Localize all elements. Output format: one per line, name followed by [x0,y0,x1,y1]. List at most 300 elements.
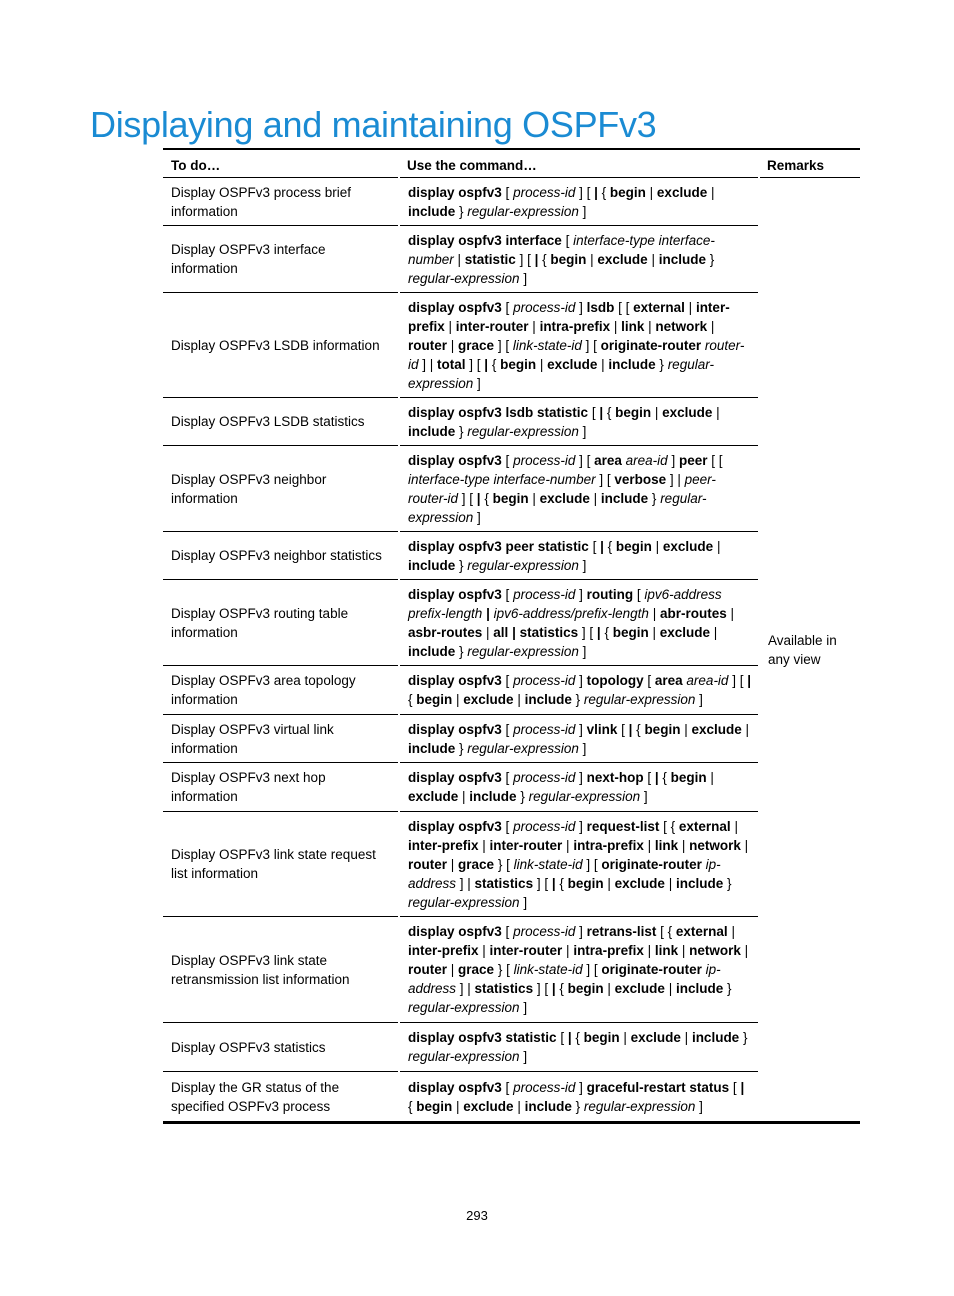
command-syntax: | [528,490,540,506]
command-keyword: display ospfv3 [408,299,502,315]
command-syntax: ] [ [575,452,595,468]
command-syntax: [ [501,673,514,688]
command-keyword: originate-router [601,856,702,872]
command-syntax: [ [501,721,514,737]
command-keyword: abr-routes [659,605,727,621]
command-cell [399,917,759,1023]
command-argument: process-id [513,586,576,602]
command-syntax: | [528,318,540,334]
command-keyword: area [654,673,683,688]
command-argument: link-state-id [513,962,583,977]
command-keyword: | [484,356,489,372]
command-syntax: | [648,605,660,621]
command-argument: regular-expression [467,203,579,219]
command-syntax: ] [473,509,481,525]
command-keyword: include [608,356,656,372]
command-keyword: | [594,184,598,200]
command-argument: process-id [513,770,576,785]
command-syntax: [ [643,770,655,785]
command-syntax: | [513,692,525,707]
command-keyword: begin [567,875,604,891]
command-syntax: } [723,875,732,891]
command-syntax: | [680,721,692,737]
header-remarks: Remarks [759,149,860,178]
todo-cell: Display the GR status of the specified OSPFv3 process [163,1072,399,1123]
command-keyword: exclude [463,1098,514,1114]
command-syntax: ] [575,673,587,688]
command-syntax: [ [588,404,600,420]
command-keyword: router [408,962,448,977]
command-keyword: inter-router [489,943,563,958]
command-keyword: statistics [519,624,579,640]
command-argument: process-id [513,721,576,737]
command-keyword: grace [458,337,495,353]
command-syntax: | [447,962,459,977]
command-keyword: total [437,356,466,372]
command-argument: ip-address [408,856,721,891]
command-keyword: display ospfv3 [408,1079,502,1095]
command-keyword: display ospfv3 peer statistic [408,538,589,554]
command-keyword: external [678,818,731,834]
command-keyword: graceful-restart status [586,1079,730,1095]
command-syntax: [ [643,673,655,688]
command-keyword: include [469,789,517,804]
command-syntax: ] | [456,981,475,996]
command-syntax: } [455,423,468,439]
command-syntax: [ [ [614,299,634,315]
command-syntax: [ [617,721,629,737]
command-argument: process-id [513,673,576,688]
command-syntax: ] [575,1079,587,1095]
command-keyword: include [408,557,456,573]
command-keyword: display ospfv3 [408,586,502,602]
command-keyword: include [675,981,724,996]
todo-cell: Display OSPFv3 LSDB statistics [163,398,399,446]
command-syntax: | [740,943,749,958]
command-syntax: [ [ [707,452,723,468]
command-syntax: ] [575,924,587,939]
command-cell [399,1072,759,1123]
command-keyword: | [600,538,604,554]
command-syntax: ] [ [581,337,601,353]
command-keyword: link [654,943,679,958]
remarks-cell: Available in any view [759,178,860,1123]
command-syntax: | [651,404,663,420]
todo-cell: Display OSPFv3 area topology information [163,666,399,715]
command-argument: process-id [513,818,576,834]
command-keyword: routing [586,586,634,602]
command-syntax: | [741,721,749,737]
command-syntax: } [723,981,732,996]
command-syntax: } [648,490,661,506]
command-keyword: | [654,770,659,785]
command-argument: regular-expression [408,1049,520,1064]
command-syntax: ] [575,586,587,602]
command-argument: process-id [513,924,576,939]
command-keyword: display ospfv3 statistic [408,1030,557,1045]
command-keyword: next-hop [586,770,644,785]
command-keyword: peer [678,452,708,468]
command-syntax: | [651,538,663,554]
command-cell [399,446,759,532]
command-syntax: ] [ [582,856,602,872]
command-syntax: } [571,692,584,707]
command-argument: router-id [408,337,745,372]
command-keyword: | [551,981,556,996]
command-syntax: ] [575,818,587,834]
command-syntax: | [597,356,609,372]
todo-cell: Display OSPFv3 virtual link information [163,715,399,763]
command-keyword: include [408,203,456,219]
command-syntax: | [478,837,490,853]
command-syntax: | [730,818,738,834]
command-keyword: | [747,673,751,688]
command-syntax: ] [575,770,587,785]
command-syntax: | [664,981,676,996]
command-syntax: | [610,318,622,334]
command-keyword: lsdb [586,299,615,315]
table-row [163,580,860,666]
command-syntax: { [555,981,568,996]
command-syntax: [ [556,1030,568,1045]
command-cell [399,532,759,580]
command-cell [399,580,759,666]
todo-cell: Display OSPFv3 link state request list information [163,812,399,917]
command-cell [399,715,759,763]
command-cell [399,666,759,715]
command-keyword: external [675,924,728,939]
command-syntax: { [658,770,671,785]
command-keyword: display ospfv3 [408,184,502,200]
command-syntax: [ [729,1079,741,1095]
command-keyword: statistic [464,251,516,267]
command-argument: process-id [513,452,576,468]
command-syntax: } [705,251,715,267]
command-table [163,148,860,1124]
command-keyword: begin [583,1030,620,1045]
command-keyword: exclude [614,875,665,891]
command-syntax: ] | [666,471,685,487]
table-row [163,446,860,532]
command-syntax: | [603,875,615,891]
command-keyword: statistics [474,981,534,996]
command-syntax: ] [ [595,471,615,487]
command-keyword: inter-prefix [408,943,479,958]
command-keyword: area [594,452,622,468]
command-argument: process-id [513,299,576,315]
todo-cell: Display OSPFv3 interface information [163,226,399,293]
command-argument: ipv6-address/prefix-length [493,605,649,621]
command-keyword: | [567,1030,572,1045]
command-argument: regular-expression [467,740,579,756]
command-syntax: ] [ [578,624,597,640]
command-keyword: begin [567,981,604,996]
command-keyword: network [689,943,741,958]
command-keyword: exclude [691,721,742,737]
command-keyword: network [655,318,708,334]
command-syntax: [ [501,924,514,939]
command-keyword: begin [492,490,529,506]
todo-cell: Display OSPFv3 neighbor information [163,446,399,532]
command-syntax: ] [519,894,528,910]
table-row [163,532,860,580]
command-syntax: | [452,1098,464,1114]
command-syntax: ] [519,1000,528,1015]
command-syntax: | [603,981,615,996]
command-syntax: | [619,1030,631,1045]
command-syntax: { [632,721,645,737]
command-keyword: inter-prefix [408,299,730,334]
table-row [163,178,860,226]
command-syntax: ] [ [728,673,748,688]
command-keyword: | [476,490,481,506]
command-syntax: | [644,318,656,334]
table-row [163,398,860,446]
command-syntax: } [455,557,468,573]
command-cell [399,1023,759,1072]
command-syntax: ] [667,452,679,468]
command-keyword: exclude [656,184,708,200]
command-cell [399,763,759,812]
command-keyword: display ospfv3 [408,673,502,688]
command-syntax: } [455,203,468,219]
command-syntax: { [480,490,493,506]
command-keyword: display ospfv3 lsdb statistic [408,404,589,420]
command-syntax: | [684,299,696,315]
command-syntax: ] [519,270,528,286]
command-argument: regular-expression [528,789,641,804]
command-syntax: | [648,624,660,640]
command-syntax: ] [575,721,587,737]
command-keyword: exclude [539,490,590,506]
command-syntax: | [478,943,490,958]
command-argument: regular-expression [408,1000,520,1015]
command-argument: regular-expression [408,356,714,391]
command-syntax: ] [ [458,490,477,506]
command-argument: link-state-id [512,337,582,353]
command-syntax: ] [473,375,481,391]
command-syntax: | [452,692,464,707]
command-keyword: exclude [630,1030,681,1045]
command-syntax: [ [501,818,514,834]
command-syntax: [ [501,299,514,315]
command-syntax: | [453,251,465,267]
command-syntax: } [ [494,856,514,872]
command-keyword: begin [500,356,537,372]
table-row [163,293,860,398]
table-row [163,666,860,715]
command-keyword: | [512,624,516,640]
command-keyword: | [740,1079,745,1095]
command-syntax: ] [578,643,587,659]
command-keyword: begin [416,1098,453,1114]
command-syntax: [ [588,538,601,554]
command-keyword: all [493,624,509,640]
command-syntax: [ [561,232,574,248]
command-syntax: ] [ [582,962,602,977]
command-syntax: | [589,490,601,506]
command-keyword: exclude [547,356,598,372]
command-keyword: begin [550,251,587,267]
command-syntax: ] [695,1098,703,1114]
table-row [163,1023,860,1072]
todo-cell: Display OSPFv3 link state retransmission list information [163,917,399,1023]
command-syntax: [ [633,586,645,602]
command-keyword: | [534,251,539,267]
command-syntax: { [408,692,417,707]
table-row [163,917,860,1023]
command-argument: regular-expression [408,894,520,910]
command-argument: regular-expression [467,557,579,573]
todo-cell: Display OSPFv3 routing table information [163,580,399,666]
header-todo: To do… [163,149,399,178]
table-row [163,763,860,812]
command-keyword: begin [644,721,681,737]
header-command: Use the command… [399,149,759,178]
command-syntax: } [516,789,529,804]
command-keyword: include [408,740,456,756]
command-keyword: exclude [463,692,514,707]
command-syntax: { [408,1098,417,1114]
command-keyword: router [408,856,448,872]
command-keyword: intra-prefix [573,943,644,958]
command-cell [399,178,759,226]
command-keyword: intra-prefix [573,837,644,853]
command-cell [399,293,759,398]
command-syntax: | [706,770,714,785]
command-syntax: { [597,184,610,200]
command-keyword: include [658,251,706,267]
command-argument: regular-expression [467,643,579,659]
command-syntax: | [707,184,715,200]
command-syntax: { [488,356,501,372]
command-syntax: | [482,624,494,640]
command-keyword: display ospfv3 [408,721,502,737]
command-keyword: | [596,624,601,640]
command-keyword: | [599,404,604,420]
command-argument: regular-expression [408,490,707,525]
todo-cell: Display OSPFv3 neighbor statistics [163,532,399,580]
command-keyword: grace [458,962,495,977]
command-syntax: | [707,318,715,334]
command-keyword: | [551,875,556,891]
command-syntax: [ [501,452,514,468]
command-keyword: asbr-routes [408,624,483,640]
todo-cell: Display OSPFv3 LSDB information [163,293,399,398]
command-syntax: } [655,356,668,372]
command-syntax: | [447,337,459,353]
command-keyword: exclude [408,789,459,804]
command-syntax: | [740,837,749,853]
command-keyword: grace [458,856,495,872]
command-syntax: | [713,538,721,554]
table-header-row [163,149,860,178]
command-syntax: [ [501,770,514,785]
command-keyword: inter-prefix [408,837,479,853]
table-row [163,715,860,763]
command-keyword: exclude [659,624,711,640]
command-syntax: [ [501,586,514,602]
command-syntax: | [680,1030,692,1045]
command-syntax: | [727,924,735,939]
page-number: 293 [466,1208,488,1223]
command-syntax: } [455,643,468,659]
page-title: Displaying and maintaining OSPFv3 [90,104,657,145]
command-keyword: begin [416,692,453,707]
command-keyword: router [408,337,448,353]
command-keyword: external [633,299,685,315]
command-syntax: | [444,318,456,334]
command-keyword: exclude [597,251,648,267]
command-argument: regular-expression [583,692,696,707]
command-syntax: | [647,251,659,267]
command-syntax: | [726,605,734,621]
command-keyword: intra-prefix [539,318,611,334]
table-body [163,178,860,1123]
command-keyword: statistics [474,875,534,891]
command-keyword: include [524,1098,572,1114]
command-syntax: { [603,538,616,554]
command-keyword: include [600,490,649,506]
command-keyword: verbose [614,471,667,487]
command-keyword: exclude [662,404,713,420]
command-syntax: ] [ [465,356,485,372]
command-syntax: ] [640,789,648,804]
command-syntax: ] [ [533,875,552,891]
command-keyword: include [408,643,456,659]
command-syntax: ] [ [494,337,513,353]
command-argument: regular-expression [408,270,520,286]
command-argument: link-state-id [513,856,583,872]
command-syntax: ] | [456,875,475,891]
command-keyword: include [524,692,572,707]
command-syntax: [ [501,184,514,200]
command-keyword: begin [615,404,652,420]
command-syntax: | [447,856,459,872]
command-keyword: begin [615,538,652,554]
command-syntax: { [538,251,551,267]
command-syntax: ] [578,740,587,756]
command-syntax: | [562,943,574,958]
command-syntax: ] [575,299,587,315]
command-argument: area-id [625,452,668,468]
command-argument: regular-expression [583,1098,696,1114]
command-keyword: inter-router [489,837,563,853]
command-syntax: [ { [656,924,676,939]
command-syntax: | [678,837,690,853]
command-keyword: exclude [662,538,714,554]
command-syntax: ] [519,1049,528,1064]
command-keyword: include [408,423,456,439]
command-argument: peer-router-id [408,471,716,506]
command-keyword: include [675,875,724,891]
table-row [163,226,860,293]
command-syntax: ] [ [533,981,552,996]
command-syntax: | [536,356,548,372]
command-syntax: | [710,624,718,640]
command-keyword: inter-router [455,318,529,334]
command-keyword: topology [586,673,644,688]
command-syntax: [ [501,1079,514,1095]
todo-cell: Display OSPFv3 next hop information [163,763,399,812]
command-syntax: ] [ [575,184,595,200]
command-keyword: exclude [614,981,665,996]
command-keyword: display ospfv3 interface [408,232,562,248]
command-syntax: [ { [659,818,679,834]
command-keyword: begin [609,184,646,200]
command-argument: process-id [513,184,576,200]
command-cell [399,226,759,293]
